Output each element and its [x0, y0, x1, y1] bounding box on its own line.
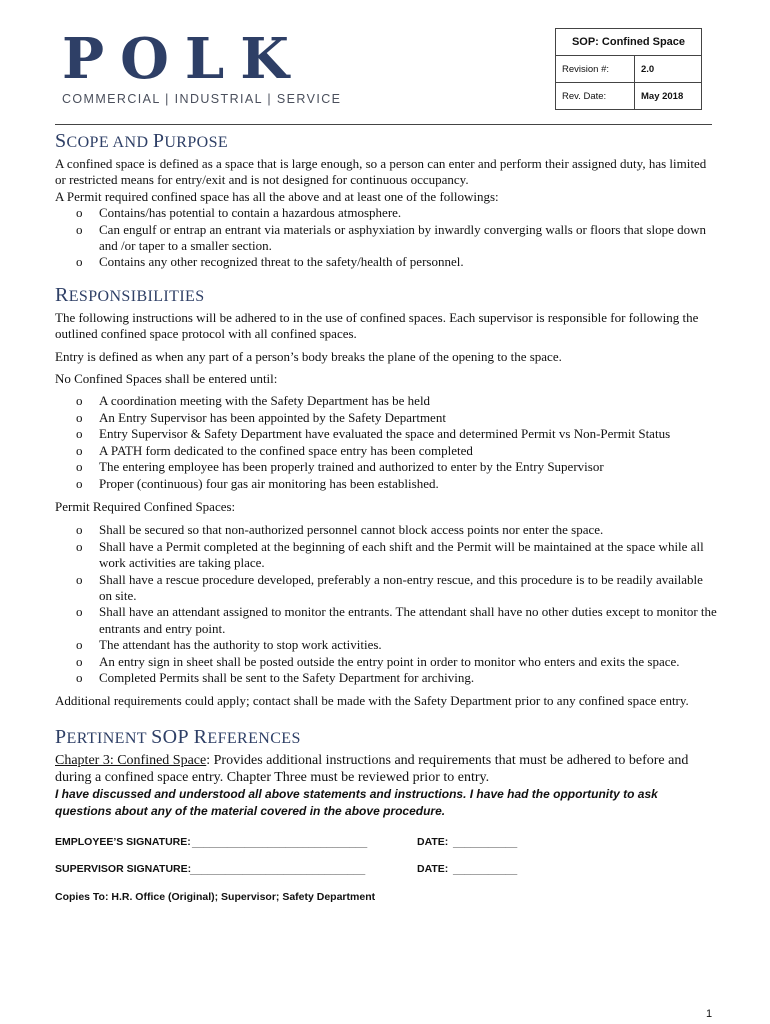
permit-requirements-list [55, 522, 717, 686]
heading-text: COPE AND [66, 134, 153, 151]
list-item [55, 670, 717, 686]
references-heading [55, 724, 717, 752]
bullet-icon: o [76, 459, 83, 475]
heading-text: ESPONSIBILITIES [68, 287, 205, 305]
heading-cap: P [152, 130, 165, 152]
employee-date-field[interactable]: ___________ [453, 836, 518, 849]
list-item [55, 222, 717, 255]
heading-text: URPOSE [164, 134, 229, 151]
employee-date-label: DATE: [417, 835, 449, 848]
list-item [55, 205, 717, 221]
scope-definition: A confined space is defined as a space that is large enough, so a person can enter and perform their assigned duty, has limited or restricted means for entry/exit and is not designed for continuous occupancy. [55, 156, 707, 188]
list-item-text: A coordination meeting with the Safety Department has be held [99, 393, 431, 409]
list-item-text: Shall have a rescue procedure developed, preferably a non-entry rescue, and this procedure is to be readily available on site. [99, 571, 703, 603]
revision-value: 2.0 [635, 56, 702, 83]
bullet-icon: o [76, 205, 83, 221]
list-item [55, 572, 717, 605]
heading-cap: SOP [151, 725, 189, 748]
scope-permit-intro: A Permit required confined space has all the above and at least one of the followings: [55, 188, 499, 204]
list-item-text: Shall have a Permit completed at the beginning of each shift and the Permit will be maintained at the space while all work activities are taking place. [99, 538, 704, 571]
bullet-icon: o [76, 669, 83, 685]
employee-signature-field[interactable]: ______________________________ [192, 836, 368, 849]
bullet-icon: o [76, 254, 83, 270]
list-item-text: Can engulf or entrap an entrant via materials or asphyxiation by inwardly converging walls or floors that slope down and /or taper to a smaller section. [99, 221, 706, 254]
heading-text: ERTINENT [66, 729, 152, 747]
logo-tagline: COMMERCIAL | INDUSTRIAL | SERVICE [62, 91, 342, 107]
employee-signature-row [55, 834, 717, 850]
list-item [55, 539, 717, 572]
bullet-icon: o [76, 393, 83, 409]
list-item-text: Proper (continuous) four gas air monitoring has been established. [99, 475, 439, 491]
list-item [55, 637, 717, 653]
header-divider [55, 124, 712, 125]
no-entry-until: No Confined Spaces shall be entered until: [55, 371, 278, 387]
list-item [55, 254, 717, 270]
list-item [55, 393, 717, 409]
entry-prerequisites-list [55, 393, 717, 491]
list-item-text: The attendant has the authority to stop work activities. [99, 637, 382, 653]
list-item-text: An entry sign in sheet shall be posted outside the entry point in order to monitor who enters and exits the space. [99, 653, 680, 669]
responsibilities-intro: The following instructions will be adhered to in the use of confined spaces. Each supervisor is responsible for following the outlined confined space protocol with all confined spaces. [55, 309, 699, 342]
additional-requirements: Additional requirements could apply; contact shall be made with the Safety Department prior to any confined space entry. [55, 693, 689, 709]
list-item-text: Contains any other recognized threat to the safety/health of personnel. [99, 254, 464, 270]
bullet-icon: o [76, 426, 83, 442]
list-item [55, 476, 717, 492]
supervisor-signature-row [55, 861, 717, 877]
responsibilities-heading [55, 282, 717, 310]
heading-cap: R [55, 283, 69, 306]
bullet-icon: o [76, 538, 83, 554]
supervisor-date-field[interactable]: ___________ [453, 863, 518, 876]
logo-wordmark: POLK [62, 26, 305, 92]
list-item [55, 426, 717, 442]
acknowledgement: I have discussed and understood all above statements and instructions. I have had the opportunity to ask questions about any of the material covered in the above procedure. [55, 786, 658, 818]
heading-text: EFERENCES [207, 729, 301, 747]
bullet-icon: o [76, 442, 83, 458]
list-item-text: Completed Permits shall be sent to the Safety Department for archiving. [99, 669, 475, 685]
heading-cap: R [188, 725, 208, 748]
list-item [55, 443, 717, 459]
sop-info-table [555, 28, 702, 110]
bullet-icon: o [76, 604, 83, 620]
permit-required-intro: Permit Required Confined Spaces: [55, 498, 236, 514]
supervisor-signature-field[interactable]: ______________________________ [190, 863, 366, 876]
list-item [55, 459, 717, 475]
list-item-text: An Entry Supervisor has been appointed by the Safety Department [99, 409, 446, 425]
list-item [55, 410, 717, 426]
bullet-icon: o [76, 653, 83, 669]
bullet-icon: o [76, 409, 83, 425]
page-number: 1 [706, 1008, 713, 1020]
references-description: : Provides additional instructions and requirements that must be adhered to before and during a confined space entry. Chapter Three must be reviewed prior to entry. [55, 752, 689, 785]
employee-signature-label: EMPLOYEE’S SIGNATURE: [55, 835, 191, 848]
list-item-text: Shall have an attendant assigned to monitor the entrants. The attendant shall have no other duties except to monitor the entrants and entry point. [99, 604, 717, 636]
bullet-icon: o [76, 637, 83, 653]
rev-date-label: Rev. Date: [556, 83, 635, 110]
bullet-icon: o [76, 571, 83, 587]
revision-label: Revision #: [556, 56, 635, 83]
supervisor-signature-label: SUPERVISOR SIGNATURE: [55, 862, 192, 875]
list-item-text: Contains/has potential to contain a hazardous atmosphere. [99, 205, 402, 221]
supervisor-date-label: DATE: [417, 862, 449, 875]
list-item-text: The entering employee has been properly trained and authorized to enter by the Entry Supervisor [99, 459, 604, 475]
list-item [55, 654, 717, 670]
copies-to: Copies To: H.R. Office (Original); Supervisor; Safety Department [55, 890, 376, 903]
list-item [55, 604, 717, 637]
bullet-icon: o [76, 221, 83, 237]
list-item-text: Entry Supervisor & Safety Department have evaluated the space and determined Permit vs Non-Permit Status [99, 426, 671, 442]
document-body [55, 128, 717, 905]
sop-title: SOP: Confined Space [556, 29, 702, 56]
polk-logo [62, 26, 342, 107]
heading-cap: P [55, 725, 67, 748]
bullet-icon: o [76, 475, 83, 491]
heading-cap: S [55, 130, 67, 152]
chapter-3-link[interactable]: Chapter 3: Confined Space [55, 752, 207, 768]
bullet-icon: o [76, 522, 83, 538]
rev-date-value: May 2018 [635, 83, 702, 110]
references-text [55, 752, 717, 786]
entry-definition: Entry is defined as when any part of a person’s body breaks the plane of the opening to the space. [55, 348, 562, 364]
list-item [55, 522, 717, 538]
list-item-text: A PATH form dedicated to the confined space entry has been completed [99, 442, 473, 458]
list-item-text: Shall be secured so that non-authorized personnel cannot block access points nor enter the space. [99, 522, 604, 538]
scope-heading [55, 128, 717, 156]
scope-list [55, 205, 717, 271]
